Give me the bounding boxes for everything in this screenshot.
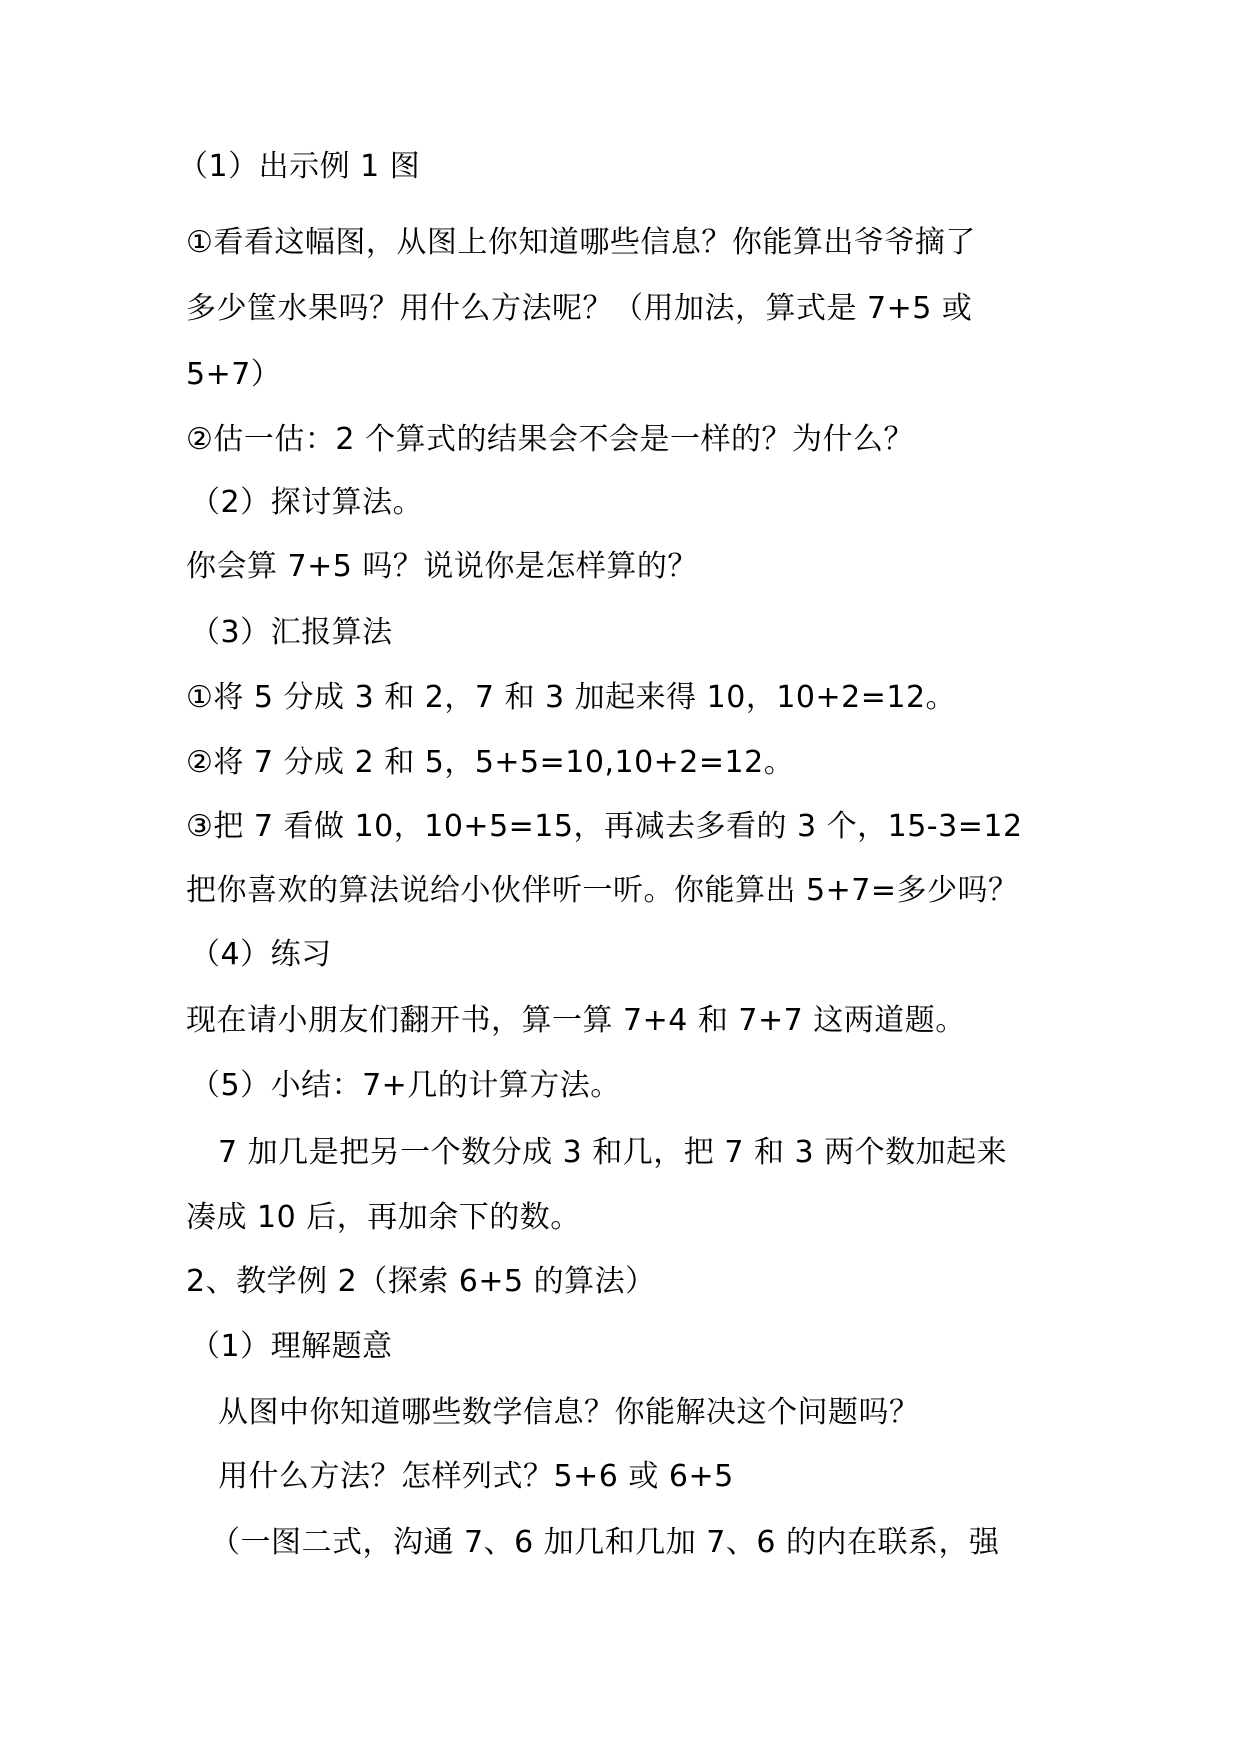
text-line: 2、教学例 2（探索 6+5 的算法） [186, 1264, 656, 1299]
text-line: （一图二式，沟通 7、6 加几和几加 7、6 的内在联系，强 [210, 1525, 1000, 1560]
text-line: 把你喜欢的算法说给小伙伴听一听。你能算出 5+7=多少吗？ [186, 873, 1019, 908]
text-line: ①将 5 分成 3 和 2，7 和 3 加起来得 10，10+2=12。 [186, 680, 957, 715]
text-line: ②将 7 分成 2 和 5，5+5=10,10+2=12。 [186, 745, 795, 780]
text-line: 凑成 10 后，再加余下的数。 [186, 1200, 581, 1235]
text-line: （1）理解题意 [190, 1329, 393, 1364]
text-line: （4）练习 [190, 937, 332, 972]
text-line: 7 加几是把另一个数分成 3 和几，把 7 和 3 两个数加起来 [218, 1135, 1008, 1170]
text-line: （5）小结：7+几的计算方法。 [190, 1068, 621, 1103]
text-line: 5+7） [186, 357, 282, 392]
text-line: 你会算 7+5 吗？说说你是怎样算的？ [186, 549, 698, 584]
text-line: ①看看这幅图，从图上你知道哪些信息？你能算出爷爷摘了 [186, 225, 976, 260]
text-line: （3）汇报算法 [190, 615, 393, 650]
text-line: ③把 7 看做 10，10+5=15，再减去多看的 3 个，15-3=12 [186, 809, 1023, 844]
text-line: ②估一估：2 个算式的结果会不会是一样的？为什么？ [186, 422, 915, 457]
text-line: 现在请小朋友们翻开书，算一算 7+4 和 7+7 这两道题。 [186, 1003, 966, 1038]
text-line: 多少筐水果吗？用什么方法呢？（用加法，算式是 7+5 或 [186, 291, 973, 326]
text-line: （2）探讨算法。 [190, 485, 424, 520]
text-line: 从图中你知道哪些数学信息？你能解决这个问题吗？ [218, 1395, 920, 1430]
text-line: （1）出示例 1 图 [178, 149, 421, 184]
text-line: 用什么方法？怎样列式？5+6 或 6+5 [218, 1459, 734, 1494]
